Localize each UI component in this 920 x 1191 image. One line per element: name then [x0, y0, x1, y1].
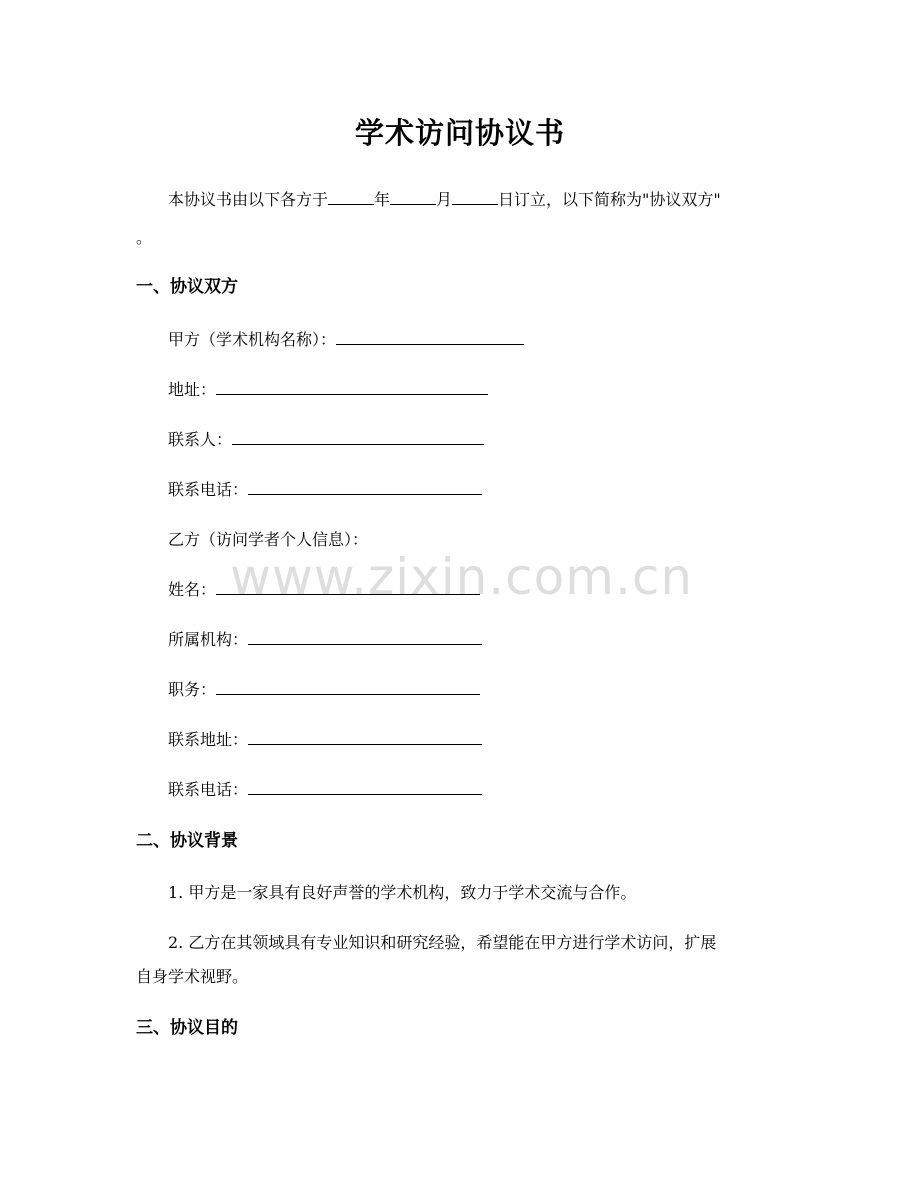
section-heading-2: 二、协议背景	[136, 831, 238, 851]
party-a-label: 甲方（学术机构名称）：	[168, 330, 337, 349]
intro-tail: 。	[136, 228, 153, 247]
background-item-2-line-1: 2. 乙方在其领域具有专业知识和研究经验，希望能在甲方进行学术访问，扩展	[168, 933, 717, 952]
party-b-institution-label: 所属机构：	[168, 630, 249, 649]
party-a-address-line	[168, 380, 488, 400]
party-b-address-label: 联系地址：	[168, 730, 249, 749]
date-blank-day[interactable]	[452, 190, 498, 205]
section-heading-1: 一、协议双方	[136, 277, 238, 297]
party-b-address-blank[interactable]	[248, 730, 482, 745]
intro-month: 月	[436, 190, 453, 209]
party-b-institution-blank[interactable]	[248, 630, 482, 645]
party-b-address-line	[168, 730, 482, 750]
party-a-phone-label: 联系电话：	[168, 480, 249, 499]
watermark: www.zixin.com.cn	[230, 548, 694, 606]
party-b-phone-line	[168, 780, 482, 800]
party-b-position-blank[interactable]	[216, 680, 480, 695]
intro-year: 年	[374, 190, 391, 209]
date-blank-month[interactable]	[390, 190, 436, 205]
background-item-1: 1. 甲方是一家具有良好声誉的学术机构，致力于学术交流与合作。	[168, 883, 637, 902]
date-blank-year[interactable]	[328, 190, 374, 205]
intro-text-2: 日订立，以下简称为"协议双方"	[498, 190, 721, 209]
party-a-address-blank[interactable]	[216, 380, 488, 395]
party-a-contact-line	[168, 430, 484, 450]
party-a-address-label: 地址：	[168, 380, 217, 399]
party-a-phone-line	[168, 480, 482, 500]
party-b-institution-line	[168, 630, 482, 650]
intro-line	[168, 190, 721, 210]
document-title: 学术访问协议书	[354, 116, 565, 150]
party-a-contact-label: 联系人：	[168, 430, 233, 449]
party-a-label-line	[168, 330, 524, 350]
party-b-label-line	[168, 530, 368, 550]
party-b-position-label: 职务：	[168, 680, 217, 699]
party-b-label: 乙方（访问学者个人信息）：	[168, 530, 369, 549]
party-b-phone-blank[interactable]	[248, 780, 482, 795]
party-b-name-label: 姓名：	[168, 580, 217, 599]
party-a-phone-blank[interactable]	[248, 480, 482, 495]
party-b-position-line	[168, 680, 480, 700]
party-b-phone-label: 联系电话：	[168, 780, 249, 799]
party-a-name-blank[interactable]	[336, 330, 524, 345]
party-b-name-blank[interactable]	[216, 580, 480, 595]
party-b-name-line	[168, 580, 480, 600]
section-heading-3: 三、协议目的	[136, 1018, 238, 1038]
background-item-2-line-2: 自身学术视野。	[136, 967, 249, 986]
intro-text-1: 本协议书由以下各方于	[168, 190, 329, 209]
party-a-contact-blank[interactable]	[232, 430, 484, 445]
